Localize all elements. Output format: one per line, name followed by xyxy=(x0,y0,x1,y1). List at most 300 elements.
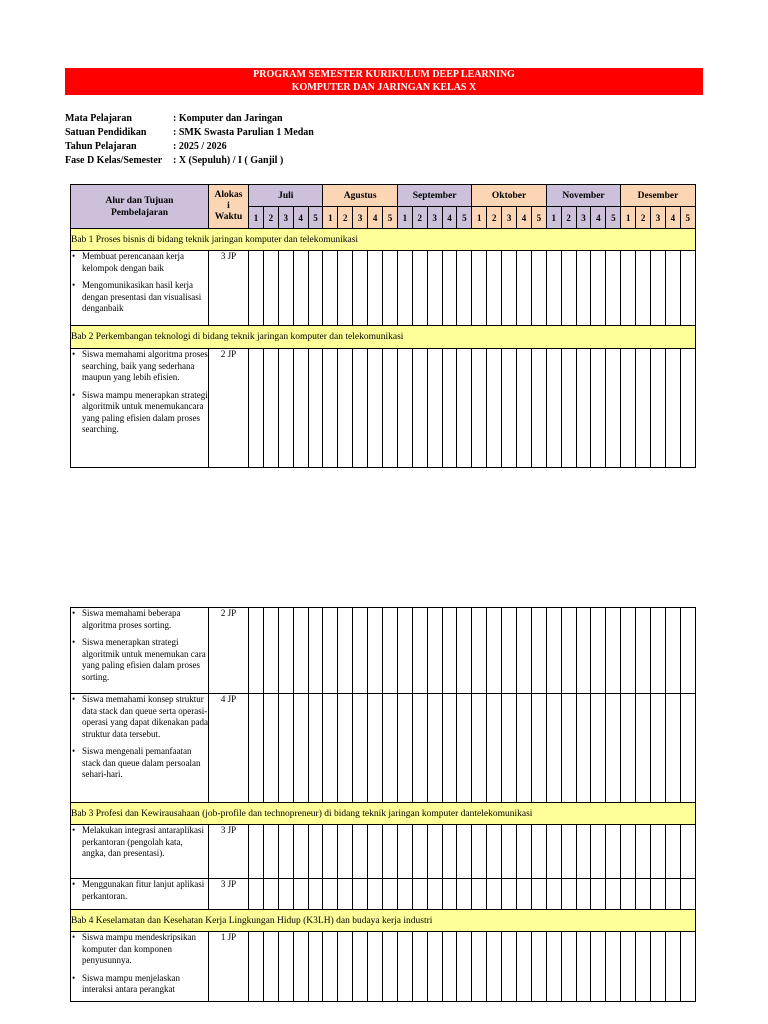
week-cell xyxy=(278,879,293,910)
week-number: 5 xyxy=(531,207,546,229)
table-row xyxy=(71,251,696,326)
week-cell xyxy=(308,694,323,803)
week-cell xyxy=(278,694,293,803)
week-cell xyxy=(487,879,502,910)
week-number: 4 xyxy=(368,207,383,229)
time-allocation: 4 JP xyxy=(209,694,249,803)
week-cell xyxy=(457,349,472,468)
week-number: 3 xyxy=(278,207,293,229)
week-cell xyxy=(263,608,278,694)
info-row xyxy=(65,112,314,126)
objective-item: • Siswa memahami algoritma proses searching, baik yang sederhana maupun yang lebih efisien. xyxy=(71,349,208,384)
week-number: 3 xyxy=(502,207,517,229)
week-cell xyxy=(383,349,398,468)
week-cell xyxy=(323,694,338,803)
objective-cell xyxy=(71,825,209,879)
week-cell xyxy=(263,694,278,803)
week-number: 2 xyxy=(561,207,576,229)
week-cell xyxy=(621,879,636,910)
week-cell xyxy=(308,932,323,1002)
week-number: 5 xyxy=(457,207,472,229)
chapter-title: Bab 1 Proses bisnis di bidang teknik jaringan komputer dan telekomunikasi xyxy=(71,229,696,251)
info-value: : 2025 / 2026 xyxy=(173,141,227,152)
week-number: 1 xyxy=(397,207,412,229)
week-cell xyxy=(636,251,651,326)
week-cell xyxy=(397,694,412,803)
week-cell xyxy=(397,349,412,468)
week-cell xyxy=(621,825,636,879)
chapter-title: Bab 4 Keselamatan dan Kesehatan Kerja Lingkungan Hidup (K3LH) dan budaya kerja industri xyxy=(71,910,696,932)
week-cell xyxy=(412,825,427,879)
week-cell xyxy=(427,694,442,803)
week-cell xyxy=(546,608,561,694)
week-cell xyxy=(531,825,546,879)
week-cell xyxy=(278,825,293,879)
week-cell xyxy=(353,349,368,468)
week-number: 2 xyxy=(338,207,353,229)
week-cell xyxy=(427,825,442,879)
week-cell xyxy=(680,251,695,326)
week-cell xyxy=(472,349,487,468)
schedule-table-page-1 xyxy=(70,184,696,468)
week-cell xyxy=(651,932,666,1002)
week-cell xyxy=(531,251,546,326)
week-cell xyxy=(368,251,383,326)
month-header: Oktober xyxy=(472,185,546,207)
week-cell xyxy=(397,825,412,879)
week-cell xyxy=(308,251,323,326)
week-cell xyxy=(606,349,621,468)
header-alur xyxy=(71,185,209,229)
chapter-title: Bab 3 Profesi dan Kewirausahaan (job-profile dan technopreneur) di bidang teknik jaringan komputer dantelekomunikasi xyxy=(71,803,696,825)
table-row xyxy=(71,879,696,910)
week-cell xyxy=(249,879,264,910)
week-cell xyxy=(412,694,427,803)
schedule-table-page-2 xyxy=(70,607,696,1002)
week-cell xyxy=(561,608,576,694)
week-cell xyxy=(636,608,651,694)
week-cell xyxy=(531,694,546,803)
month-header: September xyxy=(397,185,471,207)
week-cell xyxy=(457,694,472,803)
week-number: 2 xyxy=(487,207,502,229)
table-row xyxy=(71,932,696,1002)
objective-list xyxy=(71,825,208,860)
week-cell xyxy=(308,825,323,879)
week-cell xyxy=(636,932,651,1002)
week-cell xyxy=(427,608,442,694)
objective-cell xyxy=(71,251,209,326)
week-cell xyxy=(531,608,546,694)
week-cell xyxy=(263,879,278,910)
week-cell xyxy=(308,879,323,910)
week-cell xyxy=(680,349,695,468)
header-alokasi-line1: Alokas xyxy=(214,190,243,200)
week-cell xyxy=(606,251,621,326)
week-cell xyxy=(606,825,621,879)
week-cell xyxy=(665,349,680,468)
week-cell xyxy=(636,825,651,879)
week-cell xyxy=(502,879,517,910)
identity-block xyxy=(65,112,314,168)
week-cell xyxy=(293,608,308,694)
week-cell xyxy=(561,694,576,803)
week-cell xyxy=(263,932,278,1002)
week-cell xyxy=(338,825,353,879)
week-cell xyxy=(576,879,591,910)
week-cell xyxy=(249,825,264,879)
week-cell xyxy=(561,349,576,468)
week-cell xyxy=(487,694,502,803)
week-cell xyxy=(651,608,666,694)
time-allocation: 3 JP xyxy=(209,879,249,910)
week-number: 3 xyxy=(353,207,368,229)
week-cell xyxy=(531,932,546,1002)
week-cell xyxy=(546,251,561,326)
table-row xyxy=(71,349,696,468)
info-row xyxy=(65,154,314,168)
week-cell xyxy=(338,251,353,326)
week-cell xyxy=(621,349,636,468)
week-cell xyxy=(665,608,680,694)
week-cell xyxy=(591,825,606,879)
week-cell xyxy=(606,694,621,803)
week-cell xyxy=(472,608,487,694)
week-cell xyxy=(591,694,606,803)
week-number: 2 xyxy=(636,207,651,229)
week-cell xyxy=(576,349,591,468)
week-cell xyxy=(263,251,278,326)
week-cell xyxy=(576,825,591,879)
objective-item: • Membuat perencanaan kerja kelompok dengan baik xyxy=(71,251,208,274)
week-cell xyxy=(472,251,487,326)
week-cell xyxy=(323,825,338,879)
header-alur-line2: Pembelajaran xyxy=(111,207,168,218)
week-cell xyxy=(457,825,472,879)
week-cell xyxy=(621,608,636,694)
time-allocation: 2 JP xyxy=(209,349,249,468)
week-cell xyxy=(636,879,651,910)
week-cell xyxy=(442,608,457,694)
chapter-row xyxy=(71,326,696,349)
week-number: 1 xyxy=(323,207,338,229)
info-row xyxy=(65,126,314,140)
week-number: 2 xyxy=(412,207,427,229)
week-number: 4 xyxy=(591,207,606,229)
objective-item: • Siswa mampu menerapkan strategi algoritmik untuk menemukancara yang paling efisien dalam proses searching. xyxy=(71,390,208,436)
week-cell xyxy=(353,825,368,879)
week-cell xyxy=(263,825,278,879)
week-cell xyxy=(487,608,502,694)
week-cell xyxy=(368,694,383,803)
week-cell xyxy=(502,349,517,468)
header-alokasi-line3: Waktu xyxy=(214,212,243,222)
week-cell xyxy=(502,608,517,694)
week-cell xyxy=(502,932,517,1002)
week-cell xyxy=(665,879,680,910)
title-line-1: PROGRAM SEMESTER KURIKULUM DEEP LEARNING xyxy=(253,69,515,80)
week-cell xyxy=(576,608,591,694)
objective-cell xyxy=(71,932,209,1002)
week-cell xyxy=(502,251,517,326)
week-cell xyxy=(323,879,338,910)
objective-item: • Siswa memahami konsep struktur data stack dan queue serta operasi-operasi yang dapat dikenakan pada struktur data tersebut. xyxy=(71,694,208,740)
week-number: 3 xyxy=(427,207,442,229)
week-number: 3 xyxy=(576,207,591,229)
week-number: 1 xyxy=(472,207,487,229)
week-cell xyxy=(457,251,472,326)
week-number: 5 xyxy=(383,207,398,229)
info-value: : X (Sepuluh) / I ( Ganjil ) xyxy=(173,155,284,166)
header-alur-line1: Alur dan Tujuan xyxy=(105,195,174,206)
week-cell xyxy=(517,251,532,326)
week-cell xyxy=(591,932,606,1002)
objective-cell xyxy=(71,879,209,910)
time-allocation: 1 JP xyxy=(209,932,249,1002)
week-cell xyxy=(636,694,651,803)
week-cell xyxy=(442,349,457,468)
week-cell xyxy=(665,694,680,803)
week-cell xyxy=(353,694,368,803)
objective-item: • Mengomunikasikan hasil kerja dengan presentasi dan visualisasi denganbaik xyxy=(71,280,208,315)
objective-list xyxy=(71,251,208,315)
week-cell xyxy=(531,879,546,910)
week-cell xyxy=(487,932,502,1002)
objective-item: • Siswa mampu menjelaskan interaksi antara perangkat xyxy=(71,973,208,996)
title-line-2: KOMPUTER DAN JARINGAN KELAS X xyxy=(291,82,477,93)
objective-list xyxy=(71,694,208,781)
week-number: 4 xyxy=(665,207,680,229)
week-cell xyxy=(278,608,293,694)
objective-item: • Melakukan integrasi antaraplikasi perkantoran (pengolah kata, angka, dan presentasi). xyxy=(71,825,208,860)
week-cell xyxy=(323,349,338,468)
week-cell xyxy=(472,879,487,910)
week-cell xyxy=(591,251,606,326)
week-cell xyxy=(651,879,666,910)
week-cell xyxy=(353,251,368,326)
week-cell xyxy=(383,251,398,326)
chapter-row xyxy=(71,910,696,932)
week-number: 4 xyxy=(293,207,308,229)
week-cell xyxy=(293,251,308,326)
week-number: 5 xyxy=(680,207,695,229)
week-cell xyxy=(457,608,472,694)
objective-cell xyxy=(71,608,209,694)
week-cell xyxy=(576,251,591,326)
week-cell xyxy=(353,608,368,694)
month-header: November xyxy=(546,185,620,207)
week-cell xyxy=(383,608,398,694)
week-cell xyxy=(517,879,532,910)
week-cell xyxy=(412,932,427,1002)
week-cell xyxy=(665,825,680,879)
week-cell xyxy=(517,349,532,468)
week-cell xyxy=(591,608,606,694)
week-cell xyxy=(546,694,561,803)
week-cell xyxy=(606,879,621,910)
week-cell xyxy=(680,825,695,879)
week-cell xyxy=(427,932,442,1002)
week-cell xyxy=(487,251,502,326)
week-cell xyxy=(576,694,591,803)
week-cell xyxy=(368,825,383,879)
week-cell xyxy=(517,825,532,879)
week-cell xyxy=(293,694,308,803)
week-cell xyxy=(353,879,368,910)
week-cell xyxy=(636,349,651,468)
objective-cell xyxy=(71,694,209,803)
week-cell xyxy=(293,825,308,879)
week-cell xyxy=(561,251,576,326)
week-cell xyxy=(561,825,576,879)
week-cell xyxy=(323,932,338,1002)
info-value: : SMK Swasta Parulian 1 Medan xyxy=(173,127,314,138)
table-row xyxy=(71,608,696,694)
chapter-row xyxy=(71,803,696,825)
time-allocation: 3 JP xyxy=(209,251,249,326)
week-cell xyxy=(293,349,308,468)
objective-list xyxy=(71,932,208,996)
week-number: 1 xyxy=(249,207,264,229)
info-label: Satuan Pendidikan xyxy=(65,127,147,138)
week-cell xyxy=(323,608,338,694)
week-cell xyxy=(621,932,636,1002)
week-number: 5 xyxy=(308,207,323,229)
week-cell xyxy=(338,932,353,1002)
objective-list xyxy=(71,349,208,436)
week-cell xyxy=(546,879,561,910)
week-cell xyxy=(293,932,308,1002)
month-header: Agustus xyxy=(323,185,397,207)
week-cell xyxy=(338,349,353,468)
week-cell xyxy=(651,694,666,803)
table-row xyxy=(71,825,696,879)
title-banner xyxy=(65,68,703,95)
week-cell xyxy=(249,932,264,1002)
week-cell xyxy=(665,932,680,1002)
table-row xyxy=(71,694,696,803)
objective-item: • Siswa menerapkan strategi algoritmik untuk menemukan cara yang paling efisien dalam proses sorting. xyxy=(71,637,208,683)
week-cell xyxy=(502,694,517,803)
week-cell xyxy=(472,825,487,879)
week-cell xyxy=(278,349,293,468)
info-label: Fase D Kelas/Semester xyxy=(65,155,163,166)
week-cell xyxy=(561,879,576,910)
week-cell xyxy=(457,932,472,1002)
week-cell xyxy=(531,349,546,468)
time-allocation: 2 JP xyxy=(209,608,249,694)
week-cell xyxy=(621,694,636,803)
objective-item: • Siswa memahami beberapa algoritma proses sorting. xyxy=(71,608,208,631)
week-cell xyxy=(427,879,442,910)
info-value: : Komputer dan Jaringan xyxy=(173,113,283,124)
week-cell xyxy=(442,825,457,879)
week-cell xyxy=(412,879,427,910)
week-cell xyxy=(442,879,457,910)
week-cell xyxy=(249,608,264,694)
week-cell xyxy=(487,349,502,468)
objective-list xyxy=(71,879,208,902)
objective-cell xyxy=(71,349,209,468)
week-cell xyxy=(368,879,383,910)
week-number: 3 xyxy=(651,207,666,229)
week-number: 2 xyxy=(263,207,278,229)
week-cell xyxy=(338,694,353,803)
time-allocation: 3 JP xyxy=(209,825,249,879)
week-cell xyxy=(487,825,502,879)
week-cell xyxy=(651,825,666,879)
week-cell xyxy=(546,932,561,1002)
objective-item: • Siswa mengenali pemanfaatan stack dan queue dalam persoalan sehari-hari. xyxy=(71,746,208,781)
week-cell xyxy=(383,825,398,879)
month-header: Desember xyxy=(621,185,695,207)
info-label: Tahun Pelajaran xyxy=(65,141,137,152)
objective-item: • Siswa mampu mendeskripsikan komputer dan komponen penyusunnya. xyxy=(71,932,208,967)
week-cell xyxy=(308,608,323,694)
objective-list xyxy=(71,608,208,683)
week-cell xyxy=(457,879,472,910)
week-cell xyxy=(412,349,427,468)
week-number: 5 xyxy=(606,207,621,229)
week-cell xyxy=(397,932,412,1002)
week-cell xyxy=(383,694,398,803)
week-cell xyxy=(323,251,338,326)
week-cell xyxy=(502,825,517,879)
week-cell xyxy=(546,349,561,468)
week-cell xyxy=(383,932,398,1002)
week-cell xyxy=(680,932,695,1002)
week-cell xyxy=(368,349,383,468)
week-cell xyxy=(517,932,532,1002)
week-cell xyxy=(368,932,383,1002)
week-cell xyxy=(249,251,264,326)
week-cell xyxy=(368,608,383,694)
week-cell xyxy=(308,349,323,468)
week-cell xyxy=(278,932,293,1002)
week-cell xyxy=(517,694,532,803)
info-label: Mata Pelajaran xyxy=(65,113,132,124)
week-cell xyxy=(442,694,457,803)
chapter-title: Bab 2 Perkembangan teknologi di bidang teknik jaringan komputer dan telekomunikasi xyxy=(71,326,696,349)
info-row xyxy=(65,140,314,154)
week-number: 1 xyxy=(546,207,561,229)
month-header: Juli xyxy=(249,185,323,207)
week-cell xyxy=(517,608,532,694)
week-cell xyxy=(576,932,591,1002)
week-cell xyxy=(665,251,680,326)
week-cell xyxy=(621,251,636,326)
week-cell xyxy=(442,932,457,1002)
week-cell xyxy=(606,608,621,694)
week-cell xyxy=(651,251,666,326)
week-cell xyxy=(442,251,457,326)
week-cell xyxy=(249,694,264,803)
week-cell xyxy=(472,694,487,803)
week-cell xyxy=(680,694,695,803)
week-cell xyxy=(353,932,368,1002)
header-alokasi-line2: i xyxy=(227,201,230,211)
week-number: 4 xyxy=(517,207,532,229)
week-cell xyxy=(383,879,398,910)
week-cell xyxy=(591,349,606,468)
week-cell xyxy=(591,879,606,910)
week-cell xyxy=(680,879,695,910)
header-alokasi xyxy=(209,185,249,229)
week-cell xyxy=(338,879,353,910)
week-cell xyxy=(427,349,442,468)
objective-item: • Menggunakan fitur lanjut aplikasi perkantoran. xyxy=(71,879,208,902)
week-number: 1 xyxy=(621,207,636,229)
